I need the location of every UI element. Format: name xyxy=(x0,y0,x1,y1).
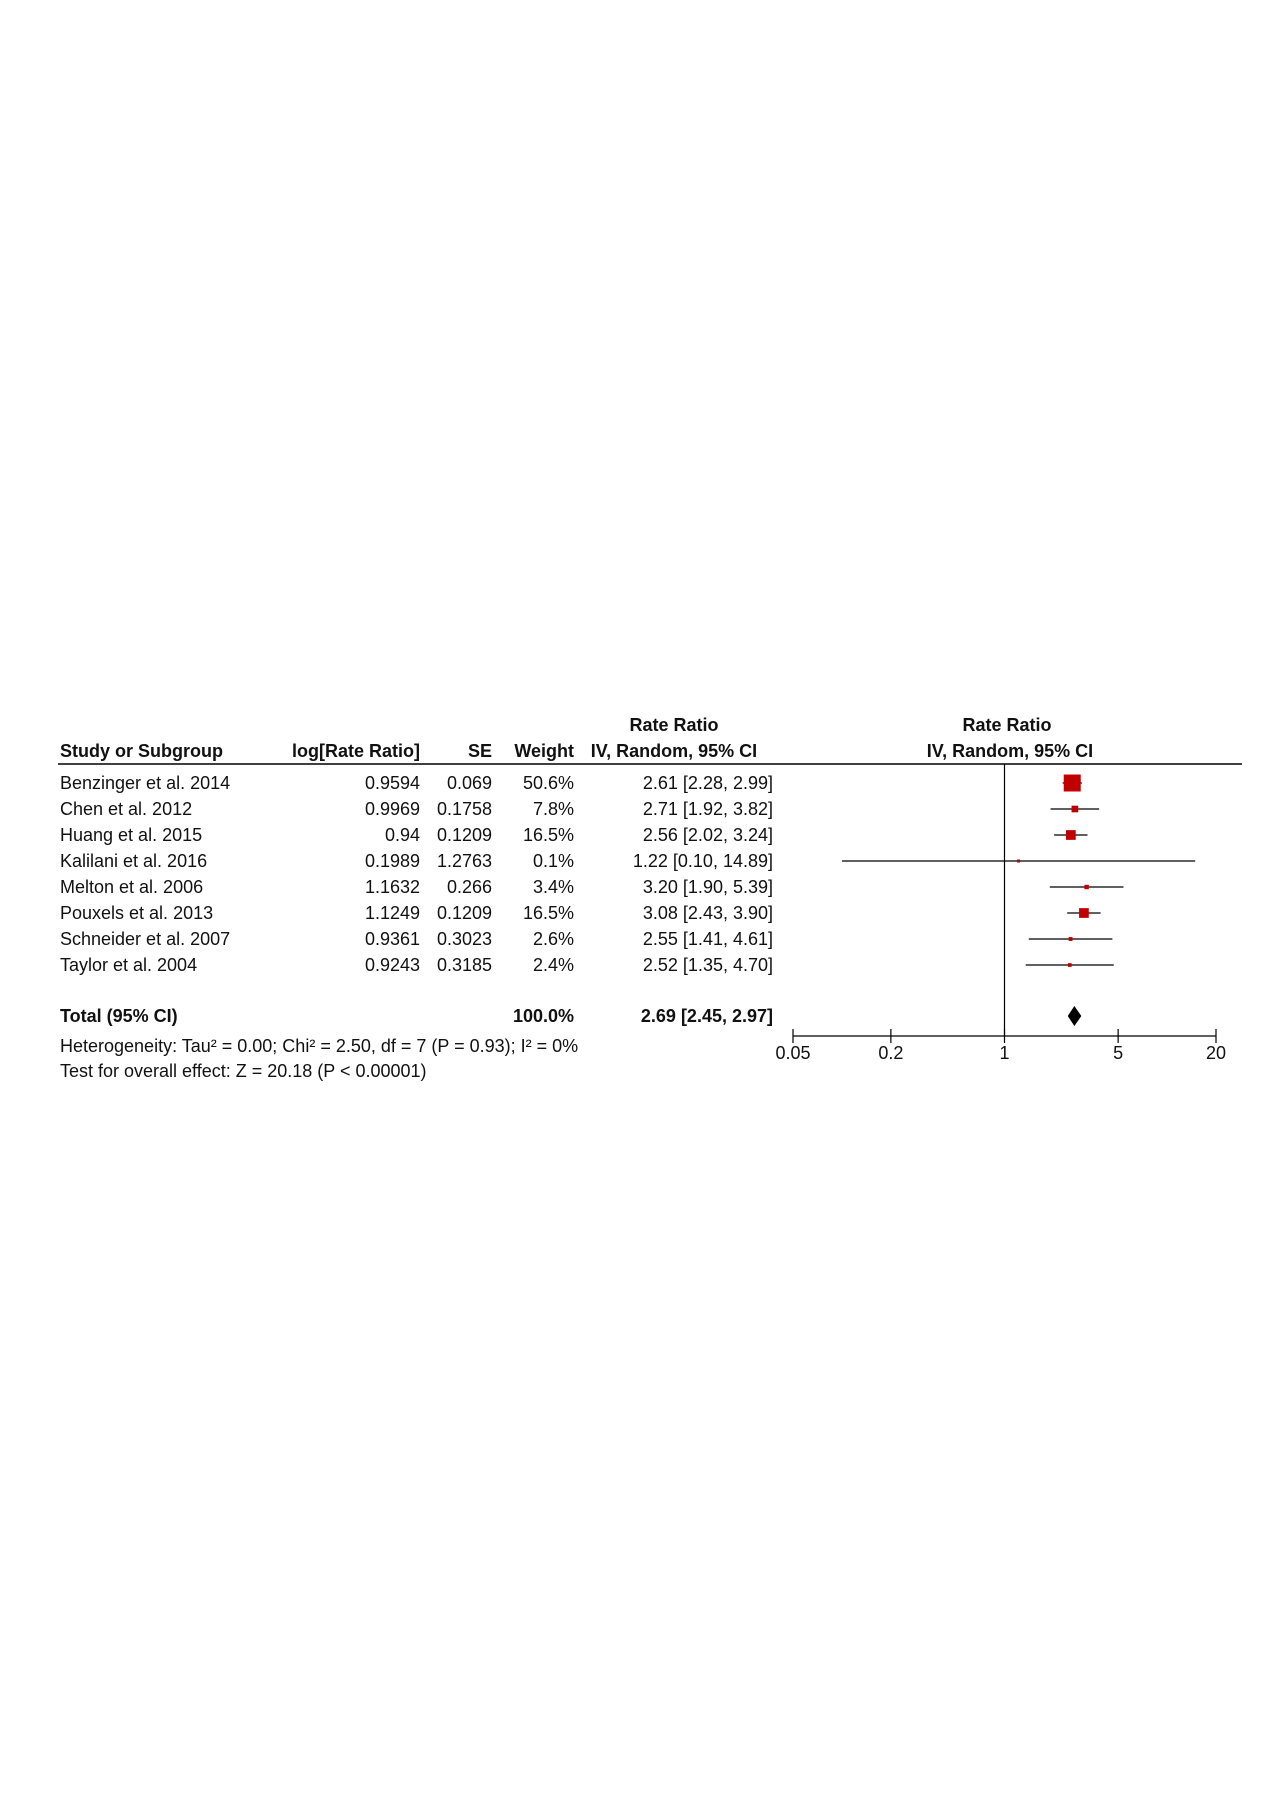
weight-value: 3.4% xyxy=(532,877,574,897)
weight-value: 16.5% xyxy=(522,903,574,923)
header-plot-top: Rate Ratio xyxy=(962,715,1052,735)
study-name: Huang et al. 2015 xyxy=(60,825,203,845)
header-se: SE xyxy=(467,741,492,761)
study-rows xyxy=(60,773,773,975)
total-diamond xyxy=(1068,1006,1082,1026)
study-name: Schneider et al. 2007 xyxy=(60,929,231,949)
rr-ci-value: 2.61 [2.28, 2.99] xyxy=(642,773,773,793)
log-rr-value: 0.9361 xyxy=(364,929,420,949)
se-value: 0.266 xyxy=(446,877,492,897)
log-rr-value: 1.1632 xyxy=(364,877,420,897)
weight-value: 2.4% xyxy=(532,955,574,975)
effect-marker xyxy=(1068,963,1072,967)
se-value: 0.069 xyxy=(446,773,492,793)
x-axis-tick-label: 5 xyxy=(1113,1043,1124,1063)
effect-marker xyxy=(1084,885,1088,889)
rr-ci-value: 3.08 [2.43, 3.90] xyxy=(642,903,773,923)
x-axis-tick-label: 0.05 xyxy=(775,1043,811,1063)
table-row xyxy=(60,799,773,819)
total-label: Total (95% CI) xyxy=(60,1006,178,1026)
total-ci: 2.69 [2.45, 2.97] xyxy=(640,1006,773,1026)
table-row xyxy=(60,903,773,923)
log-rr-value: 1.1249 xyxy=(364,903,420,923)
header-rr-sub: IV, Random, 95% CI xyxy=(590,741,758,761)
header-plot-sub: IV, Random, 95% CI xyxy=(926,741,1094,761)
weight-value: 2.6% xyxy=(532,929,574,949)
table-row xyxy=(60,955,773,975)
effect-marker xyxy=(1066,830,1076,840)
se-value: 0.1758 xyxy=(436,799,492,819)
rr-ci-value: 3.20 [1.90, 5.39] xyxy=(642,877,773,897)
effect-marker xyxy=(1069,937,1073,941)
x-axis-tick-label: 20 xyxy=(1205,1043,1227,1063)
heterogeneity-text: Heterogeneity: Tau² = 0.00; Chi² = 2.50, df = 7 (P = 0.93); I² = 0% xyxy=(60,1036,579,1056)
study-name: Kalilani et al. 2016 xyxy=(60,851,208,871)
study-name: Benzinger et al. 2014 xyxy=(60,773,231,793)
rr-ci-value: 1.22 [0.10, 14.89] xyxy=(632,851,773,871)
log-rr-value: 0.9243 xyxy=(364,955,420,975)
log-rr-value: 0.9969 xyxy=(364,799,420,819)
x-axis-tick-label: 1 xyxy=(999,1043,1010,1063)
table-row xyxy=(60,877,773,897)
plot-area xyxy=(775,764,1226,1063)
log-rr-value: 0.94 xyxy=(384,825,420,845)
header-rr-top: Rate Ratio xyxy=(629,715,719,735)
header-log-rr: log[Rate Ratio] xyxy=(292,741,420,761)
se-value: 0.3185 xyxy=(436,955,492,975)
table-row xyxy=(60,825,773,845)
table-row xyxy=(60,929,773,949)
effect-marker xyxy=(1079,908,1089,918)
weight-value: 50.6% xyxy=(522,773,574,793)
se-value: 0.1209 xyxy=(436,903,492,923)
study-name: Pouxels et al. 2013 xyxy=(60,903,214,923)
effect-marker xyxy=(1017,860,1020,863)
effect-marker xyxy=(1064,775,1081,792)
header-study: Study or Subgroup xyxy=(60,741,223,761)
study-name: Chen et al. 2012 xyxy=(60,799,193,819)
se-value: 0.3023 xyxy=(436,929,492,949)
study-name: Taylor et al. 2004 xyxy=(60,955,198,975)
rr-ci-value: 2.55 [1.41, 4.61] xyxy=(642,929,773,949)
table-row xyxy=(60,773,773,793)
rr-ci-value: 2.56 [2.02, 3.24] xyxy=(642,825,773,845)
table-row xyxy=(60,851,773,871)
effect-marker xyxy=(1072,806,1079,813)
x-axis-tick-label: 0.2 xyxy=(878,1043,904,1063)
overall-effect-text: Test for overall effect: Z = 20.18 (P < 0.00001) xyxy=(60,1061,427,1081)
rr-ci-value: 2.52 [1.35, 4.70] xyxy=(642,955,773,975)
se-value: 0.1209 xyxy=(436,825,492,845)
log-rr-value: 0.9594 xyxy=(364,773,420,793)
se-value: 1.2763 xyxy=(436,851,492,871)
rr-ci-value: 2.71 [1.92, 3.82] xyxy=(642,799,773,819)
weight-value: 0.1% xyxy=(532,851,574,871)
total-weight: 100.0% xyxy=(512,1006,574,1026)
weight-value: 7.8% xyxy=(532,799,574,819)
header-weight: Weight xyxy=(514,741,574,761)
log-rr-value: 0.1989 xyxy=(364,851,420,871)
study-name: Melton et al. 2006 xyxy=(60,877,204,897)
weight-value: 16.5% xyxy=(522,825,574,845)
